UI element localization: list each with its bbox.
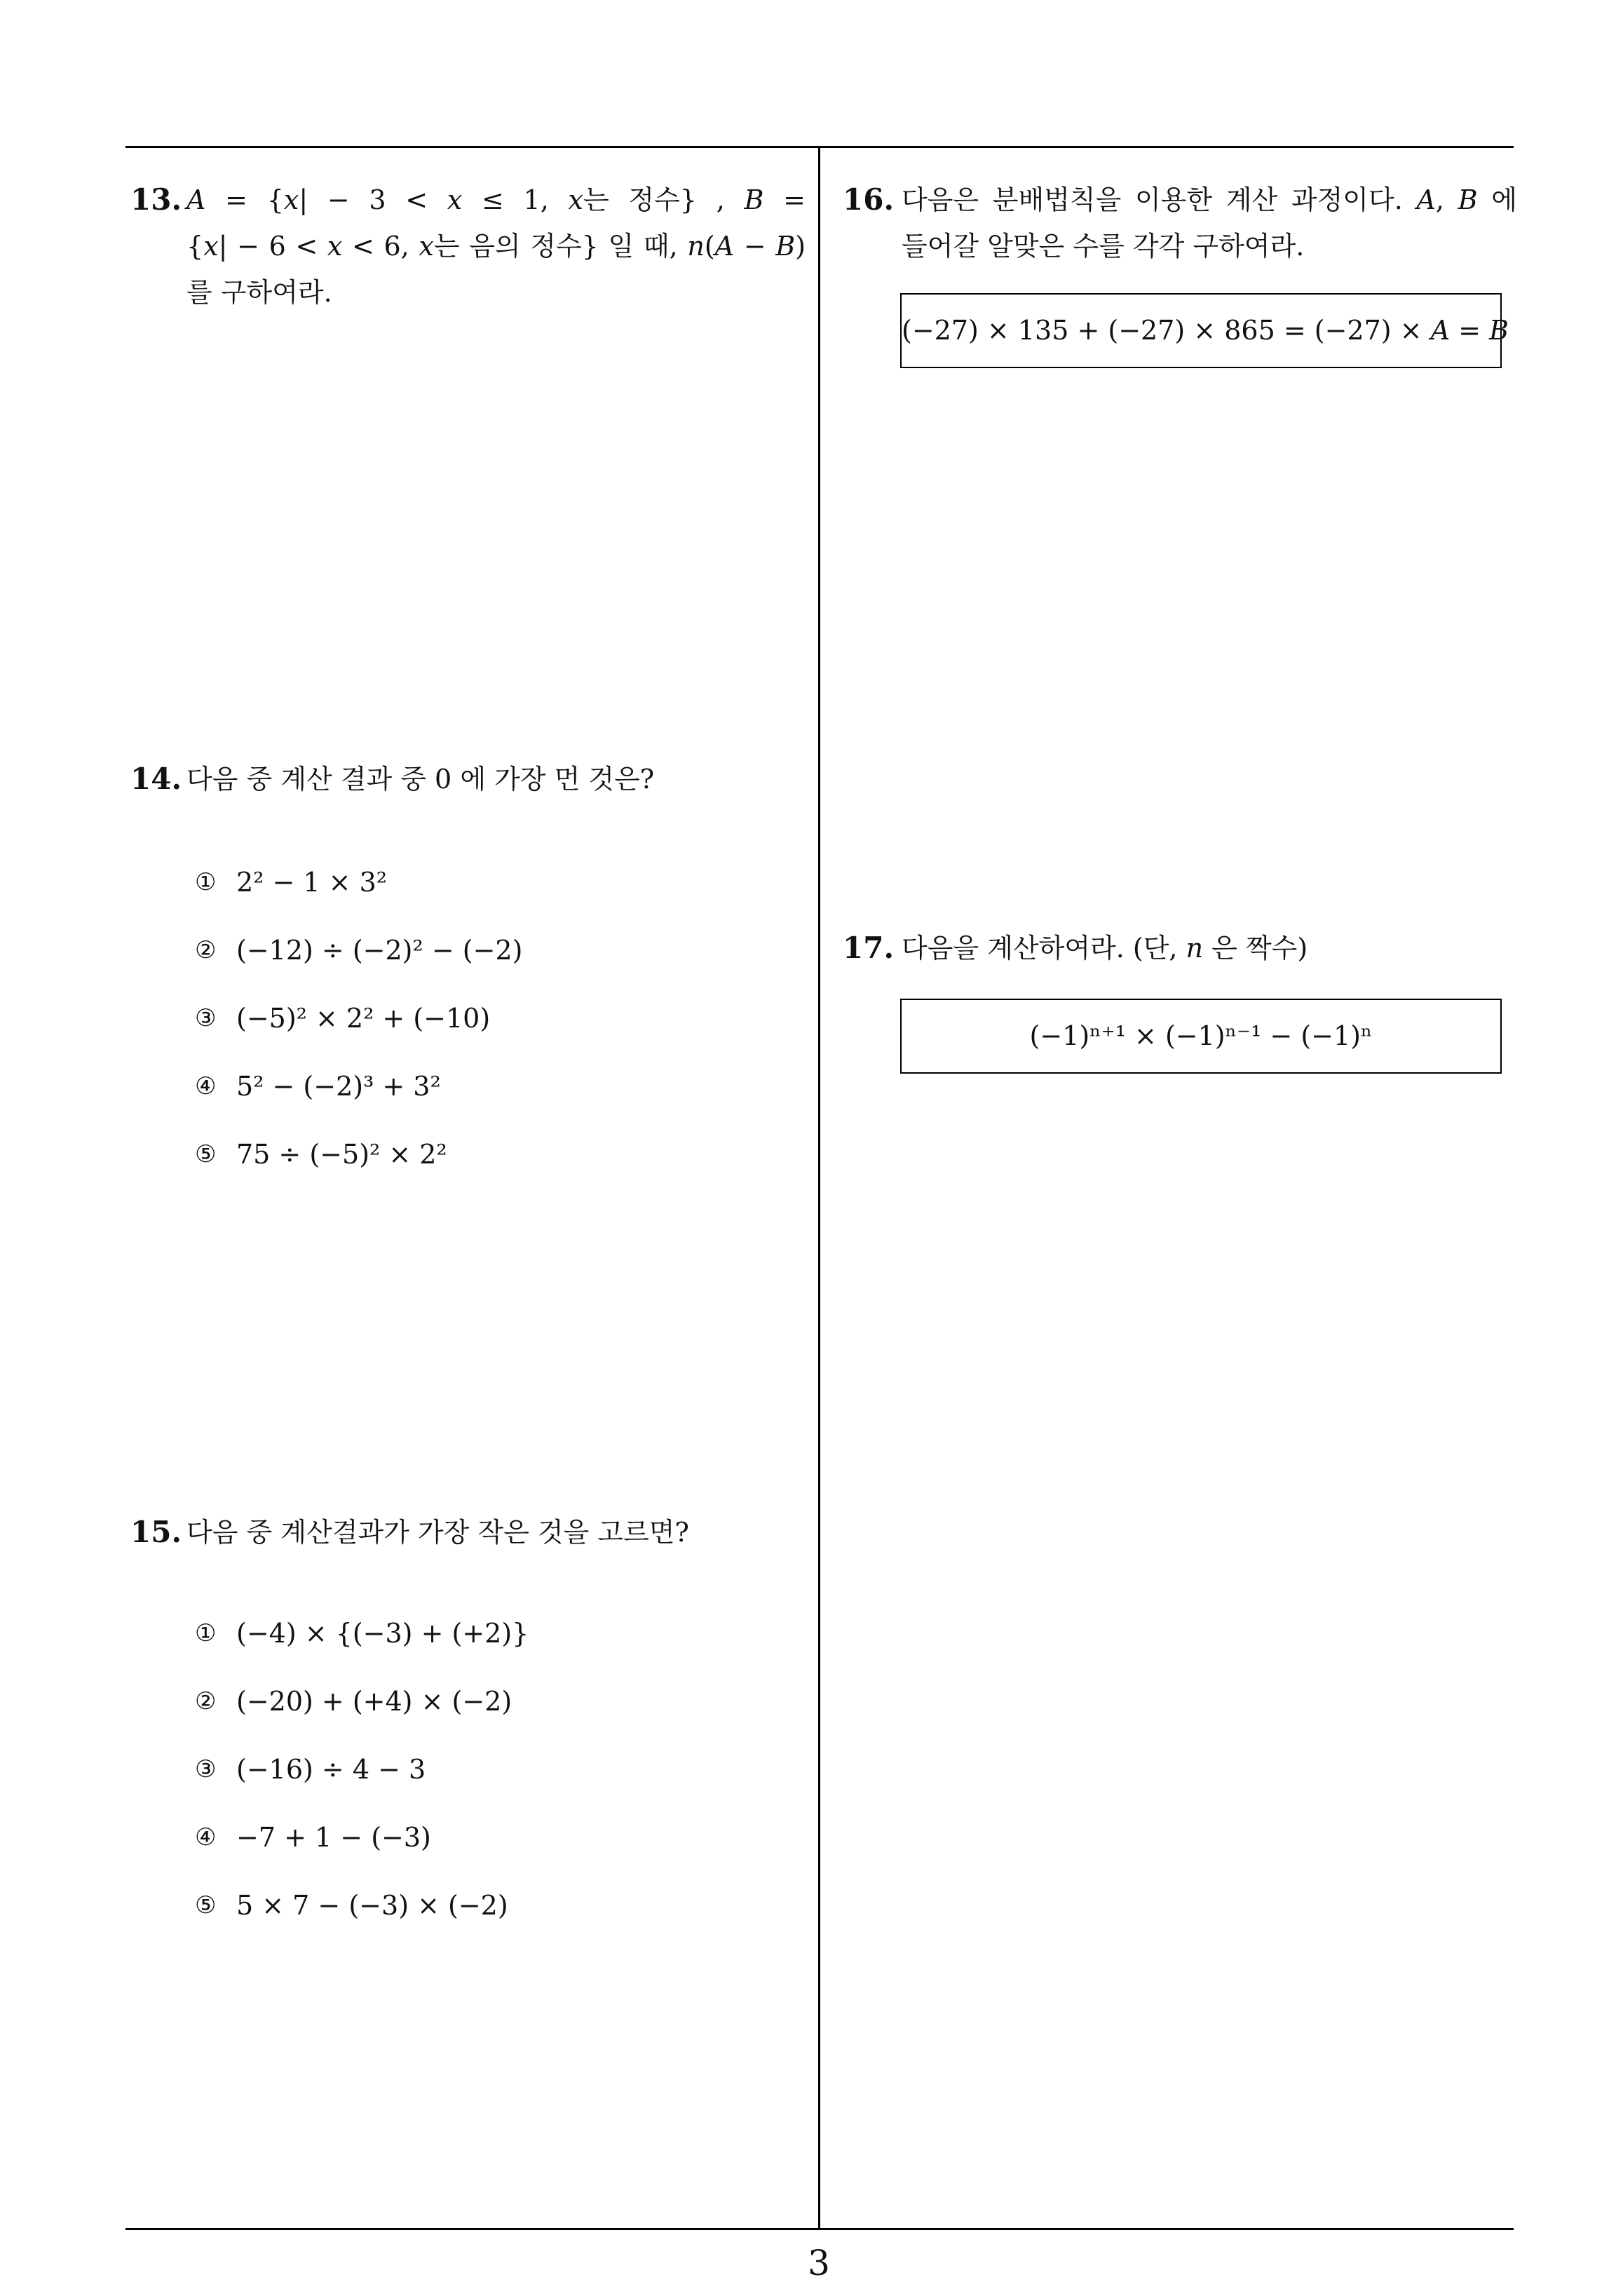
question-16-line-2: 들어갈 알맞은 수를 각각 구하여라.: [902, 231, 1305, 262]
question-15-option-5: [195, 1872, 529, 1940]
bottom-rule: [125, 2228, 1514, 2230]
question-15-option-1: [195, 1600, 529, 1668]
question-16-number: 16.: [843, 182, 895, 217]
question-14-option-4: [195, 1053, 522, 1121]
choice-marker: ④: [195, 1072, 217, 1100]
question-13-text: [186, 177, 806, 316]
question-15-options: [195, 1600, 529, 1940]
question-14-option-3: [195, 985, 522, 1053]
question-14-option-5: [195, 1121, 522, 1189]
question-14-prompt: 다음 중 계산 결과 중 0 에 가장 먼 것은?: [186, 764, 655, 795]
choice-marker: ③: [195, 1755, 217, 1783]
question-16-line-1: 다음은 분배법칙을 이용한 계산 과정이다. A, B 에: [902, 184, 1517, 215]
question-17-number: 17.: [843, 931, 895, 965]
question-14-options: [195, 849, 522, 1189]
choice-text: 5 × 7 − (−3) × (−2): [236, 1890, 508, 1921]
choice-text: (−4) × {(−3) + (+2)}: [236, 1618, 529, 1649]
choice-marker: ①: [195, 1619, 217, 1647]
question-14-number: 14.: [130, 762, 182, 796]
question-15-prompt: 다음 중 계산결과가 가장 작은 것을 고르면?: [186, 1517, 689, 1548]
choice-marker: ④: [195, 1823, 217, 1851]
question-14-option-1: [195, 849, 522, 917]
question-17-formula-box: (−1)ⁿ⁺¹ × (−1)ⁿ⁻¹ − (−1)ⁿ: [900, 999, 1502, 1074]
choice-text: (−5)² × 2² + (−10): [236, 1003, 491, 1034]
choice-text: 2² − 1 × 3²: [236, 867, 387, 898]
choice-text: −7 + 1 − (−3): [236, 1822, 431, 1853]
choice-text: (−12) ÷ (−2)² − (−2): [236, 935, 523, 966]
choice-marker: ②: [195, 936, 217, 964]
choice-marker: ③: [195, 1004, 217, 1032]
question-16-formula-box: (−27) × 135 + (−27) × 865 = (−27) × A = B: [900, 293, 1502, 368]
choice-marker: ⑤: [195, 1891, 217, 1919]
question-15-option-2: [195, 1668, 529, 1736]
question-15-option-4: [195, 1804, 529, 1872]
choice-marker: ①: [195, 868, 217, 896]
page-number: 3: [808, 2243, 830, 2283]
question-16-text: [902, 177, 1517, 269]
choice-marker: ⑤: [195, 1140, 217, 1168]
question-13-line-3: 를 구하여라.: [186, 277, 332, 308]
question-13-line-2: {x| − 6 < x < 6, x는 음의 정수} 일 때, n(A − B): [186, 231, 806, 262]
choice-text: (−20) + (+4) × (−2): [236, 1686, 512, 1717]
question-14-option-2: [195, 917, 522, 985]
question-15-option-3: [195, 1736, 529, 1804]
question-17-prompt: 다음을 계산하여라. (단, n 은 짝수): [902, 933, 1308, 964]
column-divider: [818, 147, 820, 2229]
question-13-line-1: A = {x| − 3 < x ≤ 1, x는 정수} , B =: [186, 184, 806, 215]
choice-text: 5² − (−2)³ + 3²: [236, 1071, 441, 1102]
question-15-number: 15.: [130, 1515, 182, 1549]
choice-text: (−16) ÷ 4 − 3: [236, 1754, 426, 1785]
choice-marker: ②: [195, 1687, 217, 1715]
choice-text: 75 ÷ (−5)² × 2²: [236, 1139, 447, 1170]
question-13-number: 13.: [130, 182, 182, 217]
